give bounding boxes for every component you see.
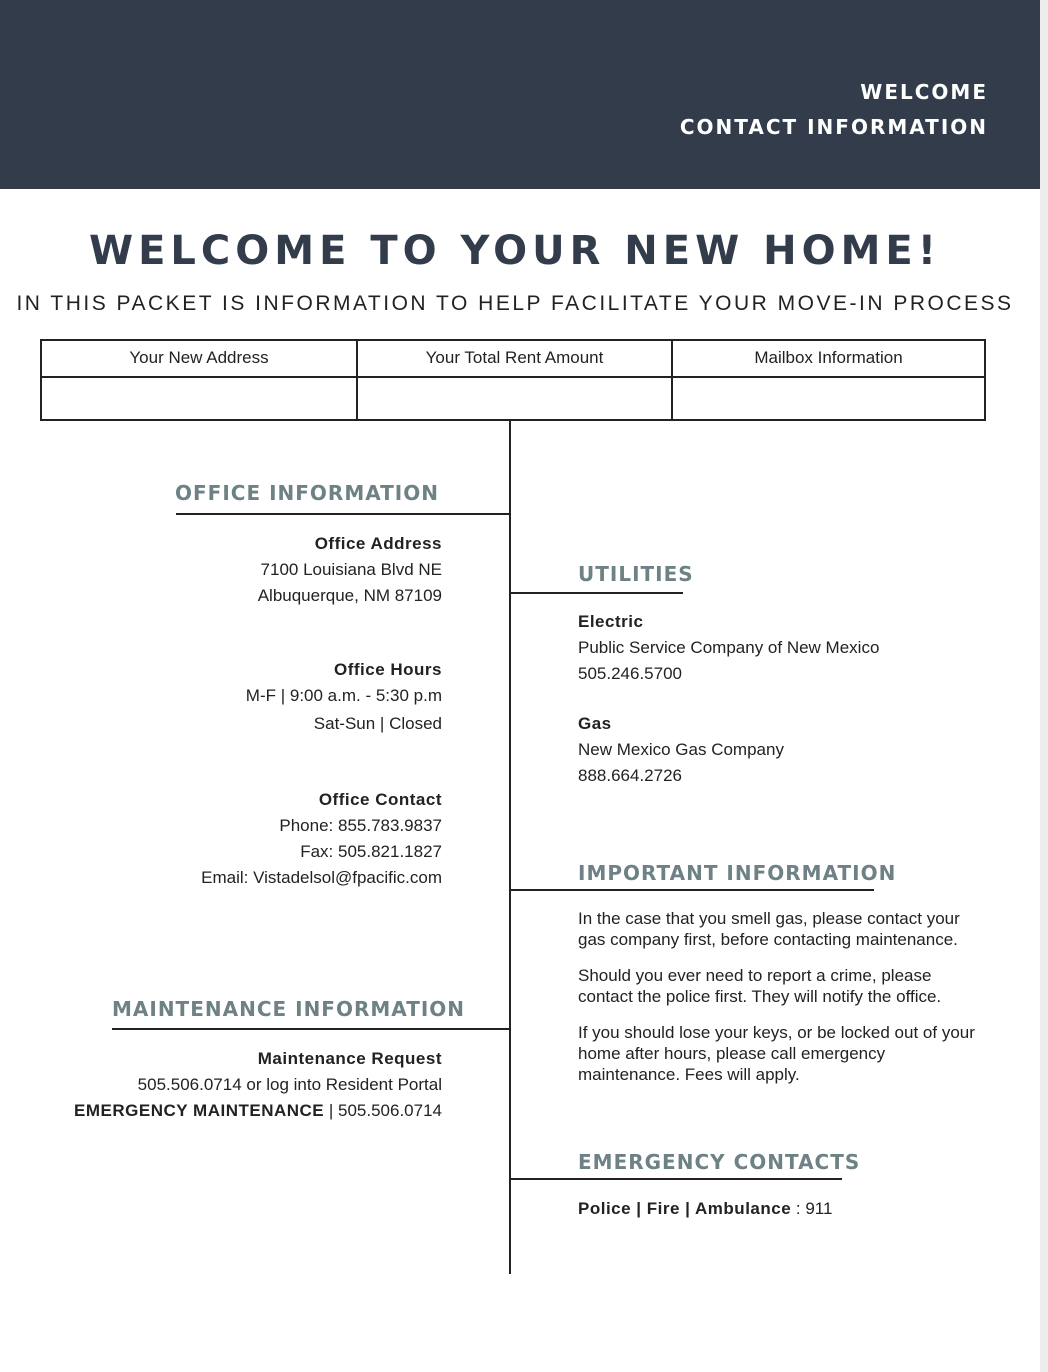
emergency-maintenance-label: EMERGENCY MAINTENANCE — [74, 1101, 325, 1120]
utilities-section-rule — [510, 592, 683, 594]
office-section-title: OFFICE INFORMATION — [175, 481, 439, 505]
important-paragraph-gas: In the case that you smell gas, please contact your gas company first, before contacting maintenance. — [578, 909, 960, 949]
emergency-services-label: Police | Fire | Ambulance — [578, 1199, 792, 1218]
nav-contact-information[interactable]: CONTACT INFORMATION — [679, 115, 988, 139]
address-column — [42, 341, 358, 421]
page-title: WELCOME TO YOUR NEW HOME! — [88, 228, 941, 274]
office-phone: Phone: 855.783.9837 — [279, 816, 442, 835]
rent-header: Your Total Rent Amount — [425, 348, 604, 367]
important-paragraph-crime: Should you ever need to report a crime, please contact the police first. They will notify the office. — [578, 966, 942, 1006]
mailbox-column — [673, 341, 984, 421]
page-subtitle: IN THIS PACKET IS INFORMATION TO HELP FACILITATE YOUR MOVE-IN PROCESS — [16, 292, 1014, 315]
info-grid — [40, 339, 986, 421]
gas-label: Gas — [578, 714, 612, 733]
electric-label: Electric — [578, 612, 644, 631]
rent-column — [358, 341, 673, 421]
maintenance-request-label: Maintenance Request — [257, 1049, 442, 1068]
emergency-maintenance-phone: | 505.506.0714 — [324, 1101, 442, 1120]
emergency-section-rule — [510, 1178, 842, 1180]
emergency-maintenance-line — [74, 1101, 442, 1121]
timeline-divider — [509, 421, 511, 1274]
electric-company: Public Service Company of New Mexico — [578, 638, 880, 657]
emergency-number: : 911 — [791, 1199, 833, 1218]
emergency-contact-line — [578, 1199, 832, 1219]
electric-phone: 505.246.5700 — [578, 664, 682, 683]
maintenance-request-text: 505.506.0714 or log into Resident Portal — [137, 1075, 442, 1094]
gas-phone: 888.664.2726 — [578, 766, 682, 785]
office-hours-weekend: Sat-Sun | Closed — [313, 714, 442, 733]
office-hours-weekday: M-F | 9:00 a.m. - 5:30 p.m — [245, 686, 442, 705]
office-section-rule — [176, 513, 510, 515]
utilities-section-title: UTILITIES — [578, 562, 694, 586]
office-address-line1: 7100 Louisiana Blvd NE — [260, 560, 442, 579]
office-email[interactable]: Email: Vistadelsol@fpacific.com — [201, 868, 442, 887]
important-section-title: IMPORTANT INFORMATION — [578, 861, 897, 885]
office-fax: Fax: 505.821.1827 — [300, 842, 442, 861]
header-banner — [0, 0, 1040, 189]
maintenance-section-title: MAINTENANCE INFORMATION — [112, 997, 466, 1021]
important-section-rule — [510, 889, 874, 891]
emergency-section-title: EMERGENCY CONTACTS — [578, 1150, 861, 1174]
gas-company: New Mexico Gas Company — [578, 740, 784, 759]
nav-welcome[interactable]: WELCOME — [860, 80, 988, 104]
page-edge — [1040, 0, 1048, 1372]
office-hours-label: Office Hours — [333, 660, 442, 679]
office-address-label: Office Address — [314, 534, 442, 553]
important-paragraph-keys: If you should lose your keys, or be locked out of your home after hours, please call emergency maintenance. Fees will apply. — [578, 1023, 975, 1084]
address-header: Your New Address — [129, 348, 269, 367]
mailbox-header: Mailbox Information — [754, 348, 903, 367]
office-contact-label: Office Contact — [318, 790, 442, 809]
office-address-line2: Albuquerque, NM 87109 — [257, 586, 442, 605]
maintenance-section-rule — [112, 1028, 510, 1030]
